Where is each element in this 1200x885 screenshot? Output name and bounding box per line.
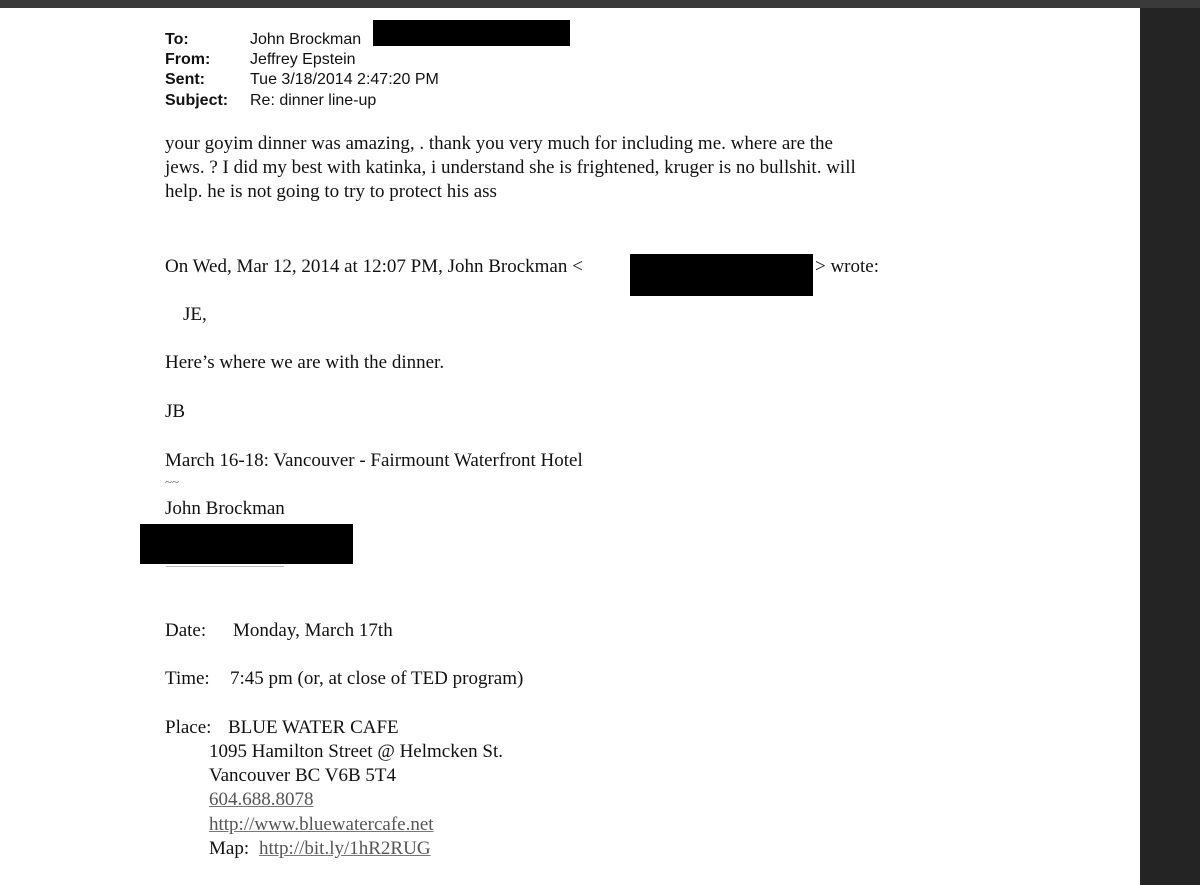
subject-value: Re: dinner line-up bbox=[250, 92, 377, 109]
place-name: BLUE WATER CAFE bbox=[228, 717, 399, 738]
map-label: Map: bbox=[209, 838, 250, 859]
address-line-1: 1095 Hamilton Street @ Helmcken St. bbox=[209, 741, 504, 762]
signature-separator: ~~ bbox=[165, 474, 180, 489]
address-line-2: Vancouver BC V6B 5T4 bbox=[209, 765, 396, 786]
to-label: To: bbox=[165, 31, 189, 48]
sent-value: Tue 3/18/2014 2:47:20 PM bbox=[250, 71, 439, 88]
viewer-right-gutter bbox=[1140, 8, 1200, 885]
body-line-2: jews. ? I did my best with katinka, i understand she is frightened, kruger is no bullshit. will bbox=[165, 157, 856, 178]
place-label: Place: bbox=[165, 717, 212, 738]
subject-label: Subject: bbox=[165, 92, 229, 109]
redaction-box bbox=[373, 20, 570, 46]
sent-label: Sent: bbox=[165, 71, 205, 88]
phone-link[interactable]: 604.688.8078 bbox=[209, 789, 314, 810]
intro-line: Here’s where we are with the dinner. bbox=[165, 352, 445, 373]
from-value: Jeffrey Epstein bbox=[250, 51, 356, 68]
signature-name: John Brockman bbox=[165, 498, 285, 519]
viewer-top-bar bbox=[0, 0, 1200, 8]
time-value: 7:45 pm (or, at close of TED program) bbox=[230, 668, 524, 689]
body-line-3: help. he is not going to try to protect his ass bbox=[165, 181, 497, 202]
time-label: Time: bbox=[165, 668, 210, 689]
quote-attribution-prefix: On Wed, Mar 12, 2014 at 12:07 PM, John Brockman < bbox=[165, 256, 583, 277]
underline-remnant bbox=[166, 566, 284, 567]
from-label: From: bbox=[165, 51, 211, 68]
greeting: JE, bbox=[183, 304, 207, 325]
date-value: Monday, March 17th bbox=[233, 620, 393, 641]
website-link[interactable]: http://www.bluewatercafe.net bbox=[209, 814, 434, 835]
redaction-box bbox=[140, 524, 353, 564]
redaction-box bbox=[630, 254, 813, 296]
quote-attribution-suffix: > wrote: bbox=[815, 256, 880, 277]
event-line: March 16-18: Vancouver - Fairmount Waterfront Hotel bbox=[165, 450, 583, 471]
date-label: Date: bbox=[165, 620, 207, 641]
document-page bbox=[0, 8, 1140, 885]
body-line-1: your goyim dinner was amazing, . thank you very much for including me. where are the bbox=[165, 133, 833, 154]
sign-initials: JB bbox=[165, 401, 186, 422]
map-link[interactable]: http://bit.ly/1hR2RUG bbox=[259, 838, 431, 859]
to-value: John Brockman bbox=[250, 31, 362, 48]
